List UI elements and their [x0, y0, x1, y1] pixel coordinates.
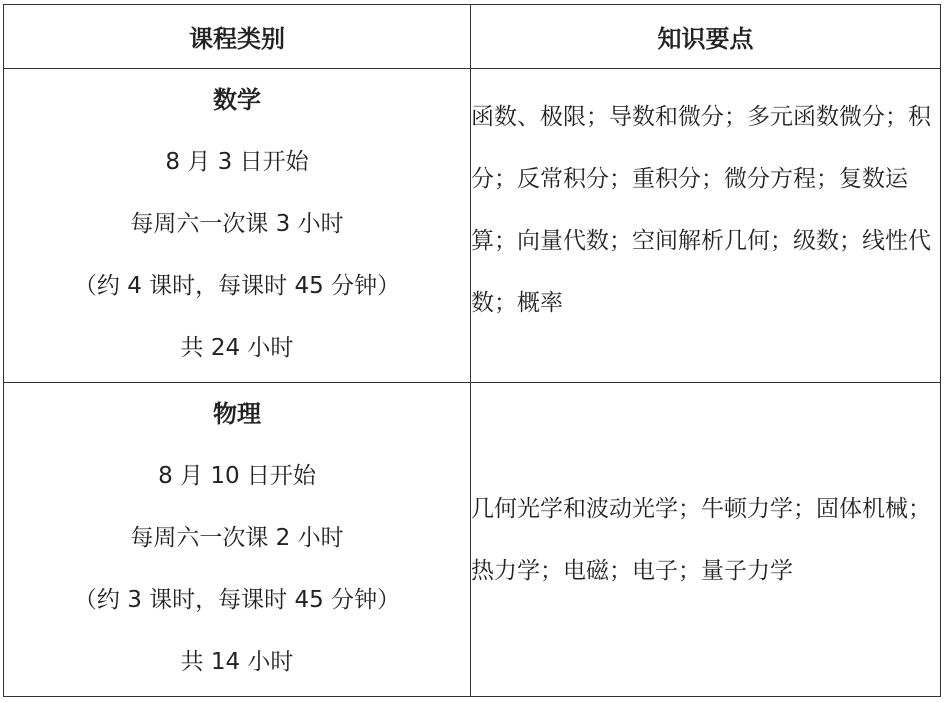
course-detail: （约 4 课时，每课时 45 分钟） [73, 273, 401, 299]
course-schedule: 每周六一次课 2 小时 [130, 525, 344, 551]
course-title: 物理 [213, 400, 261, 428]
course-start: 8 月 10 日开始 [158, 463, 316, 489]
course-table [3, 4, 941, 697]
category-cell [4, 383, 471, 697]
course-start: 8 月 3 日开始 [165, 149, 309, 175]
header-points: 知识要点 [471, 5, 941, 69]
table-row [4, 383, 941, 697]
category-cell [4, 69, 471, 383]
course-schedule: 每周六一次课 3 小时 [130, 211, 344, 237]
course-title: 数学 [213, 86, 261, 114]
header-row [4, 5, 941, 69]
header-category: 课程类别 [4, 5, 471, 69]
course-total: 共 14 小时 [180, 649, 294, 675]
course-total: 共 24 小时 [180, 335, 294, 361]
table-row [4, 69, 941, 383]
knowledge-points: 几何光学和波动光学；牛顿力学；固体机械；热力学；电磁；电子；量子力学 [471, 383, 941, 697]
knowledge-points: 函数、极限；导数和微分；多元函数微分；积分；反常积分；重积分；微分方程；复数运算；向量代数；空间解析几何；级数；线性代数；概率 [471, 69, 941, 383]
course-detail: （约 3 课时，每课时 45 分钟） [73, 587, 401, 613]
